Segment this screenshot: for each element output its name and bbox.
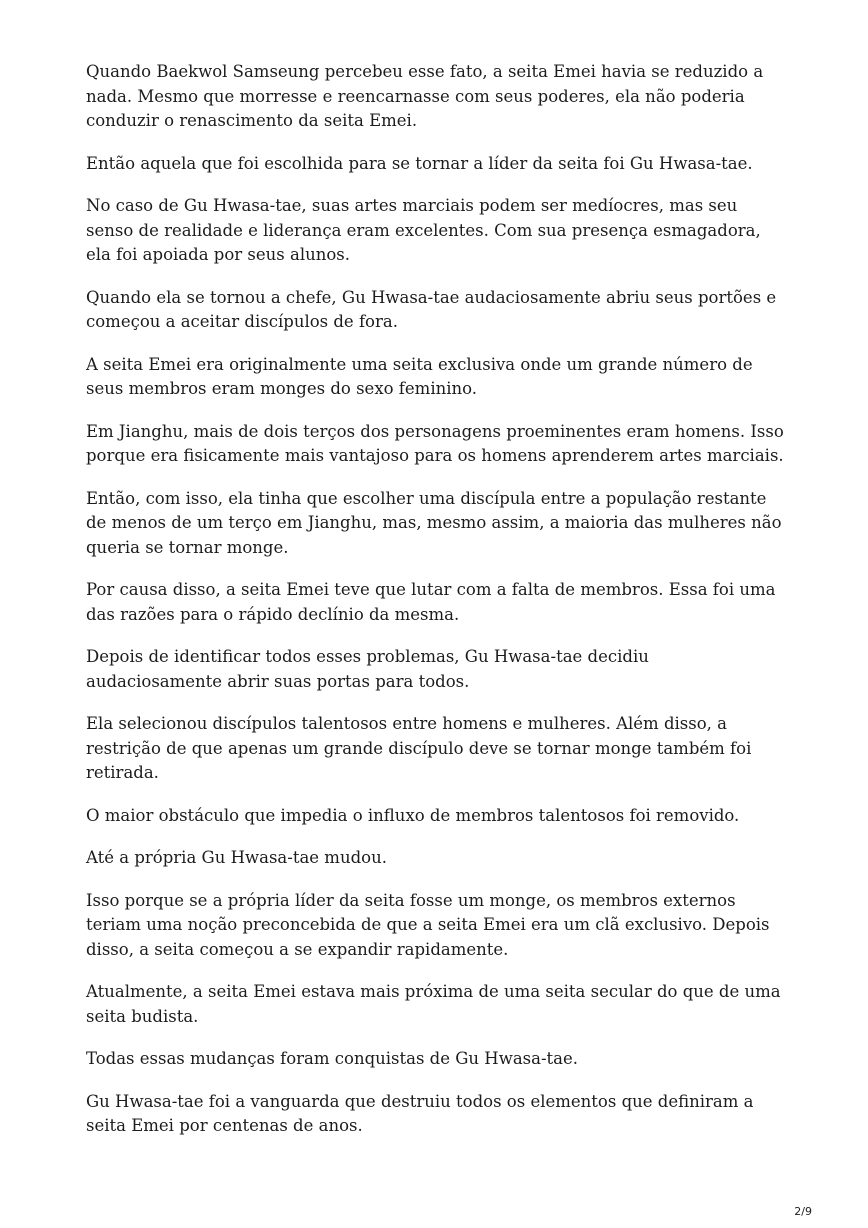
- paragraph: Então aquela que foi escolhida para se tornar a líder da seita foi Gu Hwasa-tae.: [86, 153, 753, 173]
- paragraph: Depois de identificar todos esses problemas, Gu Hwasa-tae decidiu audaciosamente abrir suas portas para todos.: [86, 647, 649, 691]
- page-number: 2/9: [794, 1205, 812, 1218]
- paragraph: Isso porque se a própria líder da seita fosse um monge, os membros externos teriam uma noção preconcebida de que a seita Emei era um clã exclusivo. Depois disso, a seita começou a se expandir rapidamente.: [86, 890, 770, 959]
- paragraph: Então, com isso, ela tinha que escolher uma discípula entre a população restante de menos de um terço em Jianghu, mas, mesmo assim, a maioria das mulheres não queria se tornar monge.: [86, 488, 782, 557]
- paragraph: Por causa disso, a seita Emei teve que lutar com a falta de membros. Essa foi uma das razões para o rápido declínio da mesma.: [86, 580, 776, 624]
- paragraph: Ela selecionou discípulos talentosos entre homens e mulheres. Além disso, a restrição de que apenas um grande discípulo deve se tornar monge também foi retirada.: [86, 714, 752, 782]
- document-body: [86, 60, 786, 1157]
- paragraph: Quando Baekwol Samseung percebeu esse fato, a seita Emei havia se reduzido a nada. Mesmo que morresse e reencarnasse com seus poderes, ela não poderia conduzir o renascimento da seita Emei.: [86, 62, 764, 130]
- paragraph: Atualmente, a seita Emei estava mais próxima de uma seita secular do que de uma seita budista.: [86, 982, 781, 1026]
- paragraph: Gu Hwasa-tae foi a vanguarda que destruiu todos os elementos que definiram a seita Emei por centenas de anos.: [86, 1091, 754, 1135]
- paragraph: O maior obstáculo que impedia o influxo de membros talentosos foi removido.: [86, 805, 740, 825]
- paragraph: Quando ela se tornou a chefe, Gu Hwasa-tae audaciosamente abriu seus portões e começou a aceitar discípulos de fora.: [86, 287, 777, 331]
- paragraph: Até a própria Gu Hwasa-tae mudou.: [86, 848, 387, 867]
- paragraph: No caso de Gu Hwasa-tae, suas artes marciais podem ser medíocres, mas seu senso de realidade e liderança eram excelentes. Com sua presença esmagadora, ela foi apoiada por seus alunos.: [86, 196, 761, 264]
- paragraph: Todas essas mudanças foram conquistas de Gu Hwasa-tae.: [86, 1049, 579, 1068]
- paragraph: Em Jianghu, mais de dois terços dos personagens proeminentes eram homens. Isso porque era fisicamente mais vantajoso para os homens aprenderem artes marciais.: [86, 421, 784, 465]
- paragraph: A seita Emei era originalmente uma seita exclusiva onde um grande número de seus membros eram monges do sexo feminino.: [86, 354, 753, 398]
